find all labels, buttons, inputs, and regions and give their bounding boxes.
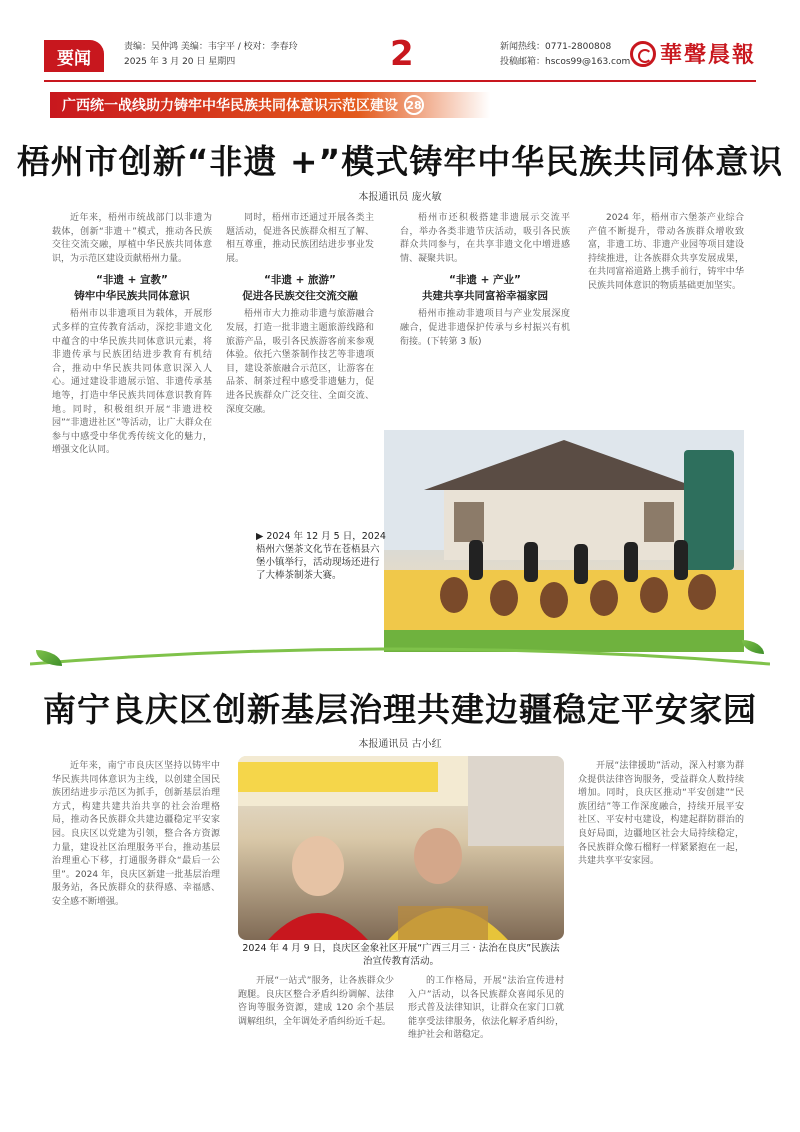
article1-subhead-3: “非遗 + 产业” 共建共享共同富裕幸福家园 (422, 274, 548, 303)
article2-col1 (52, 760, 220, 1120)
article1-byline: 本报通讯员 庞火敏 (358, 192, 442, 203)
legal-outreach-scene (238, 756, 564, 940)
article1-photo (384, 430, 744, 652)
article2-col3 (408, 975, 564, 1115)
article1-col2 (226, 212, 374, 512)
article2-col3-body: 的工作格局，开展“法治宣传进村入户”活动，以各民族群众喜闻乐见的形式普及法律知识，让群众在家门口就能享受法律服务，依法化解矛盾纠纷，维护社会和谐稳定。 (408, 976, 564, 1041)
article1-col1 (52, 212, 212, 622)
date-line: 2025 年 3 月 20 日 星期四 (124, 57, 236, 67)
page-number: 2 (390, 34, 414, 74)
brand (630, 38, 756, 69)
article2-col4 (578, 760, 744, 1100)
masthead (0, 34, 800, 76)
article2-headline: 南宁良庆区创新基层治理共建边疆稳定平安家园 (43, 690, 757, 729)
article2-col4-body: 开展“法律援助”活动，深入村寨为群众提供法律咨询服务，受益群众人数持续增加。同时，良庆区推动“平安创建”“民族团结”等工作深度融合，持续开展平安社区、平安村屯建设，构建起群防群治的良好局面，边疆地区社会大局持续稳定，各民族群众像石榴籽一样紧紧抱在一起，共建共享平安家园。 (578, 761, 744, 867)
series-number: 28 (404, 95, 424, 115)
article1-col3 (400, 212, 570, 427)
hotline: 新闻热线：0771-2800808 (500, 42, 612, 52)
brand-logo-icon (630, 41, 656, 67)
article1-subhead-1: “非遗 + 宣教” 铸牢中华民族共同体意识 (74, 274, 190, 303)
article2-photo-caption: 2024 年 4 月 9 日，良庆区金象社区开展“广西三月三 · 法治在良庆”民族法治宣传教育活动。 (242, 943, 560, 967)
series-banner (50, 92, 490, 118)
masthead-rule (44, 80, 756, 82)
section-divider (30, 640, 770, 676)
article2-photo (238, 756, 564, 940)
article2-col1-body: 近年来，南宁市良庆区坚持以铸牢中华民族共同体意识为主线，以创建全国民族团结进步示范区为抓手，创新基层治理方式，构建共建共治共享的社会治理格局，推动各民族群众共建边疆稳定平安家园。良庆区以党建为引领，整合各方资源力量，建设社区治理服务平台，推动基层治理重心下移，打通服务群众“最后一公里”。2024 年，良庆区新建一批基层治理服务站，各民族群众的获得感、幸福感、安全感不断增强。 (52, 761, 220, 907)
brand-name: 華聲晨報 (660, 42, 757, 68)
article2-col2-body: 开展“一站式”服务，让各族群众少跑腿。良庆区整合矛盾纠纷调解、法律咨询等服务资源，建成 120 余个基层调解组织，全年调处矛盾纠纷近千起。 (238, 976, 394, 1027)
editor-info (124, 40, 298, 70)
article1-photo-caption: ▶ 2024 年 12 月 5 日，2024 梧州六堡茶文化节在苍梧县六堡小镇举行，活动现场还进行了大棒茶制茶大赛。 (256, 531, 386, 581)
article1-subhead-2: “非遗 + 旅游” 促进各民族交往交流交融 (242, 274, 358, 303)
article1-intro: 近年来，梧州市统战部门以非遗为载体，创新“非遗＋”模式，推动各民族交往交流交融，厚植中华民族共同体意识，为示范区建设贡献梧州力量。 (52, 213, 212, 264)
article1-col4 (588, 212, 744, 427)
editor-line: 责编：吴仲鸿 美编：韦宇平 / 校对：李春玲 (124, 42, 298, 52)
section-tag: 要闻 (44, 40, 104, 72)
article1-col2-body-a: 同时，梧州市还通过开展各类主题活动，促进各民族群众相互了解、相互尊重，推动民族团结进步事业发展。 (226, 213, 374, 264)
article1-col2-body-b: 梧州市大力推动非遗与旅游融合发展，打造一批非遗主题旅游线路和旅游产品，吸引各民族游客前来参观体验。依托六堡茶制作技艺等非遗项目，建设茶旅融合示范区，让游客在品茶、制茶过程中感受非遗魅力，促进各民族群众广泛交往、全面交流、深度交融。 (226, 309, 374, 415)
tea-festival-scene (384, 430, 744, 652)
article1-col4-body: 2024 年，梧州市六堡茶产业综合产值不断提升，带动各族群众增收致富，非遗工坊、非遗产业园等项目建设持续推进，让各族群众共享发展成果，在共同富裕道路上携手前行，铸牢中华民族共同体意识的物质基础更加坚实。 (588, 213, 744, 291)
article2-col2 (238, 975, 394, 1115)
article1-col1-body: 梧州市以非遗项目为载体，开展形式多样的宣传教育活动，深挖非遗文化中蕴含的中华民族共同体意识元素，将非遗传承与民族团结进步教育有机结合，推动中华民族共同体意识深入人心。通过建设非遗展示馆、非遗传承基地等，打造中华民族共同体意识教育阵地。同时，积极组织开展“非遗进校园”“非遗进社区”等活动，让广大群众在参与中感受中华优秀传统文化的魅力，增强文化认同。 (52, 309, 212, 456)
article1-headline: 梧州市创新“非遗 +”模式铸牢中华民族共同体意识 (16, 142, 784, 181)
email: 投稿邮箱：hscos99@163.com (500, 57, 631, 67)
article2-byline: 本报通讯员 古小红 (358, 739, 442, 750)
article1-col3-body-b: 梧州市推动非遗项目与产业发展深度融合，促进非遗保护传承与乡村振兴有机衔接。(下转第 3 版) (400, 309, 570, 347)
series-banner-text: 广西统一战线助力铸牢中华民族共同体意识示范区建设 (62, 98, 398, 114)
article1-col3-body-a: 梧州市还积极搭建非遗展示交流平台，举办各类非遗节庆活动，吸引各民族群众共同参与，在共享非遗文化中增进感情、凝聚共识。 (400, 213, 570, 264)
contact-info (500, 40, 630, 70)
